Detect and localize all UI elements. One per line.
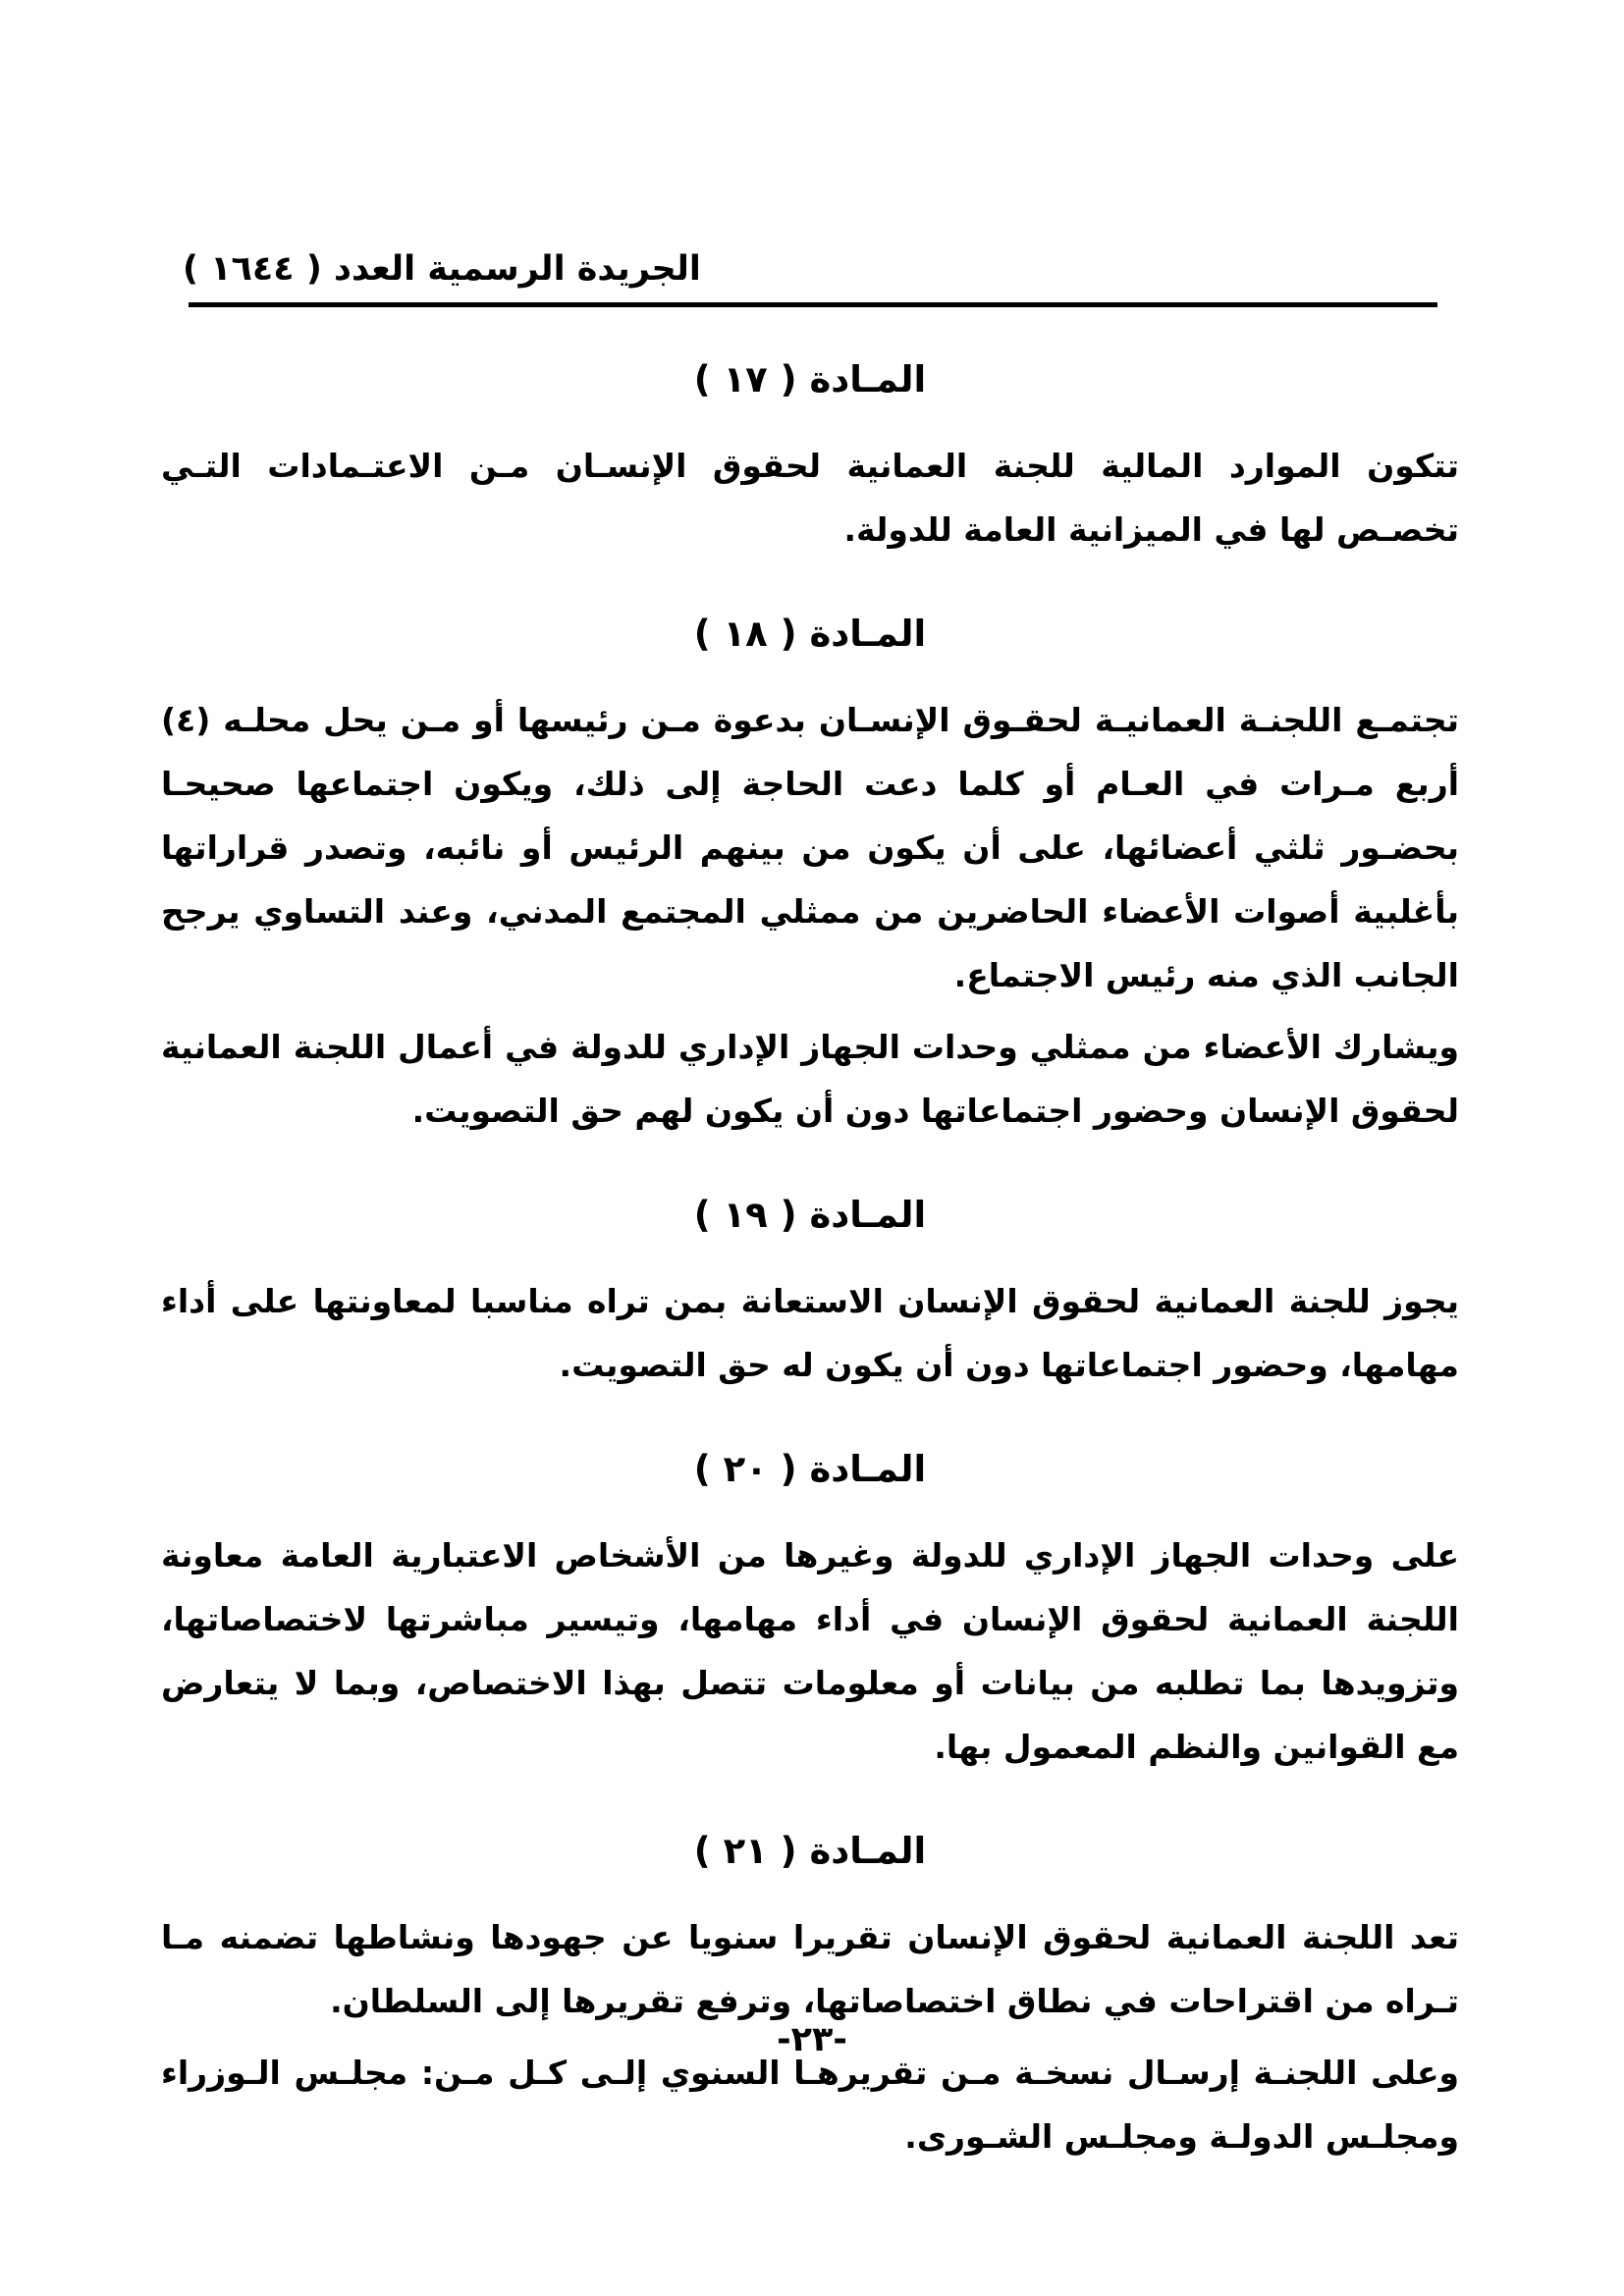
- article-17-heading: المـادة ( ١٧ ): [693, 357, 927, 400]
- article-17: [161, 358, 1459, 561]
- article-19-paragraph-1: يجوز للجنة العمانية لحقوق الإنسان الاستعانة بمن تراه مناسبا لمعاونتها على أداء مهامها، وحضور اجتماعاتها دون أن يكون له حق التصويت.: [161, 1281, 1459, 1384]
- gazette-header: [161, 247, 1459, 307]
- article-19-heading: المـادة ( ١٩ ): [693, 1193, 927, 1236]
- gazette-title: الجريدة الرسمية العدد ( ١٦٤٤ ): [183, 249, 701, 289]
- article-18-paragraph-2: ويشارك الأعضاء من ممثلي وحدات الجهاز الإداري للدولة في أعمال اللجنة العمانية لحقوق الإنسان وحضور اجتماعاتها دون أن يكون لهم حق التصويت.: [161, 1027, 1459, 1130]
- article-20: [161, 1448, 1459, 1779]
- article-21: [161, 1830, 1459, 2168]
- article-21-paragraph-1: تعد اللجنة العمانية لحقوق الإنسان تقريرا سنويا عن جهودها ونشاطها تضمنه مـا تـراه من اقتراحات في نطاق اختصاصاتها، وترفع تقريرها إلى السلطان.: [161, 1917, 1459, 2020]
- article-20-heading: المـادة ( ٢٠ ): [693, 1447, 927, 1490]
- document-body: [161, 358, 1459, 2168]
- article-19: [161, 1194, 1459, 1397]
- article-20-paragraph-1: على وحدات الجهاز الإداري للدولة وغيرها من الأشخاص الاعتبارية العامة معاونة اللجنة العمانية لحقوق الإنسان في أداء مهامها، وتيسير مباشرتها لاختصاصاتها، وتزويدها بما تطلبه من بيانات أو معلومات تتصل بهذا الاختصاص، وبما لا يتعارض مع القوانين والنظم المعمول بها.: [161, 1535, 1459, 1766]
- page-number: -٢٣-: [777, 2020, 847, 2059]
- article-18: [161, 613, 1459, 1143]
- article-21-paragraph-2: وعلى اللجنـة إرسـال نسخـة مـن تقريرهـا السنوي إلـى كـل مـن: مجلـس الـوزراء ومجلـس الدولـة ومجلـس الشـورى.: [161, 2053, 1459, 2156]
- article-18-paragraph-1: تجتمـع اللجنـة العمانيـة لحقـوق الإنسـان بدعوة مـن رئيسها أو مـن يحل محلـه (٤) أربع مـرات في العـام أو كلما دعت الحاجة إلى ذلك، ويكون اجتماعها صحيحـا بحضـور ثلثي أعضائها، على أن يكون من بينهم الرئيس أو نائبه، وتصدر قراراتها بأغلبية أصوات الأعضاء الحاضرين من ممثلي المجتمع المدني، وعند التساوي يرجح الجانب الذي منه رئيس الاجتماع.: [161, 700, 1459, 994]
- article-17-paragraph-1: تتكون الموارد المالية للجنة العمانية لحقوق الإنسـان مـن الاعتـمادات التـي تخصـص لها في الميزانية العامة للدولة.: [161, 446, 1459, 549]
- header-rule: [189, 302, 1437, 307]
- article-21-heading: المـادة ( ٢١ ): [693, 1829, 927, 1872]
- article-18-heading: المـادة ( ١٨ ): [693, 612, 927, 655]
- page-footer: [0, 2020, 1624, 2059]
